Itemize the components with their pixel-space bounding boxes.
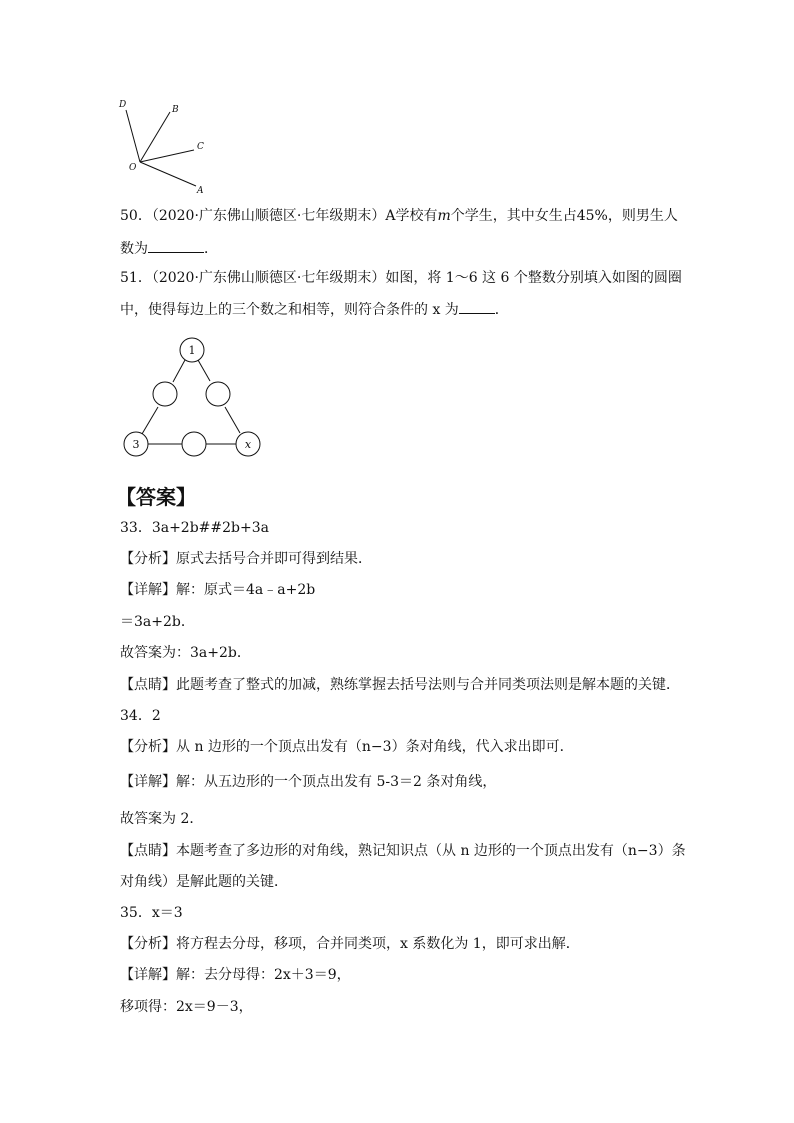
a35-analysis: 【分析】将方程去分母，移项，合并同类项，x 系数化为 1，即可求出解． bbox=[120, 936, 580, 952]
a34-comment2: 对角线）是解此题的关键． bbox=[120, 874, 288, 890]
q51-text: 51．（2020·广东佛山顺德区·七年级期末）如图，将 1～6 这 6 个整数分别填入如图的圆圈 bbox=[120, 270, 682, 286]
circle-top-label: 1 bbox=[188, 344, 196, 357]
a33-detail2: ＝3a+2b． bbox=[120, 614, 195, 630]
a34-comment1: 【点睛】本题考查了多边形的对角线，熟记知识点（从 n 边形的一个顶点出发有（n−3）条 bbox=[120, 843, 686, 859]
a33-comment: 【点睛】此题考查了整式的加减，熟练掌握去括号法则与合并同类项法则是解本题的关键． bbox=[120, 677, 680, 693]
a33-detail: 【详解】解：原式＝4a﹣a+2b bbox=[120, 582, 316, 598]
ray-oc bbox=[140, 150, 194, 162]
a33-result: 故答案为：3a+2b． bbox=[120, 645, 251, 661]
q50-line2 bbox=[120, 240, 218, 258]
a35-step2: 移项得：2x＝9－3， bbox=[120, 999, 253, 1015]
q50-line2-text: 数为 bbox=[120, 241, 148, 257]
q50-tail: 个学生，其中女生占45%，则男生人 bbox=[450, 208, 678, 224]
circle-bottom-mid bbox=[182, 432, 206, 456]
q51-line1 bbox=[120, 269, 682, 287]
circle-bottom-right-label: x bbox=[244, 438, 252, 451]
ray-ob bbox=[140, 112, 170, 162]
q51-line2 bbox=[120, 301, 509, 319]
label-b: B bbox=[172, 105, 179, 115]
label-d: D bbox=[119, 100, 127, 110]
a34-result: 故答案为 2． bbox=[120, 811, 204, 827]
q50-line2-end: ． bbox=[204, 241, 218, 257]
q50-answer-blank[interactable] bbox=[148, 240, 204, 253]
q50-text: 50．（2020·广东佛山顺德区·七年级期末）A学校有 bbox=[120, 208, 438, 224]
a34-detail: 【详解】解：从五边形的一个顶点出发有 5-3＝2 条对角线， bbox=[120, 774, 497, 790]
a34-analysis: 【分析】从 n 边形的一个顶点出发有（n−3）条对角线，代入求出即可． bbox=[120, 739, 574, 755]
a35-detail: 【详解】解：去分母得：2x＋3＝9， bbox=[120, 967, 351, 983]
a33-analysis: 【分析】原式去括号合并即可得到结果． bbox=[120, 551, 372, 567]
q51-line2-end: ． bbox=[494, 302, 509, 318]
q51-answer-blank[interactable] bbox=[459, 301, 495, 314]
edge-left-1 bbox=[173, 360, 185, 382]
edge-right-1 bbox=[198, 360, 210, 381]
ray-od bbox=[126, 110, 140, 162]
label-c: C bbox=[197, 142, 204, 152]
circle-bottom-left-label: 3 bbox=[132, 438, 140, 451]
a35-title: 35．x＝3 bbox=[120, 905, 183, 921]
q51-line2-text: 中，使得每边上的三个数之和相等，则符合条件的 x 为 bbox=[120, 302, 459, 318]
circle-left-mid bbox=[153, 382, 177, 406]
circle-right-mid bbox=[206, 382, 230, 406]
q50-line1 bbox=[120, 207, 678, 225]
edge-right-2 bbox=[225, 407, 240, 433]
label-o: O bbox=[129, 163, 137, 173]
a33-title: 33．3a+2b##2b+3a bbox=[120, 520, 269, 536]
edge-left-2 bbox=[142, 407, 158, 434]
triangle-figure bbox=[118, 336, 268, 461]
ray-oa bbox=[140, 162, 196, 186]
q50-var: m bbox=[437, 208, 451, 224]
a34-title: 34．2 bbox=[120, 708, 161, 724]
answer-heading: 【答案】 bbox=[116, 485, 196, 509]
label-a: A bbox=[197, 186, 204, 196]
angle-figure bbox=[112, 96, 222, 200]
